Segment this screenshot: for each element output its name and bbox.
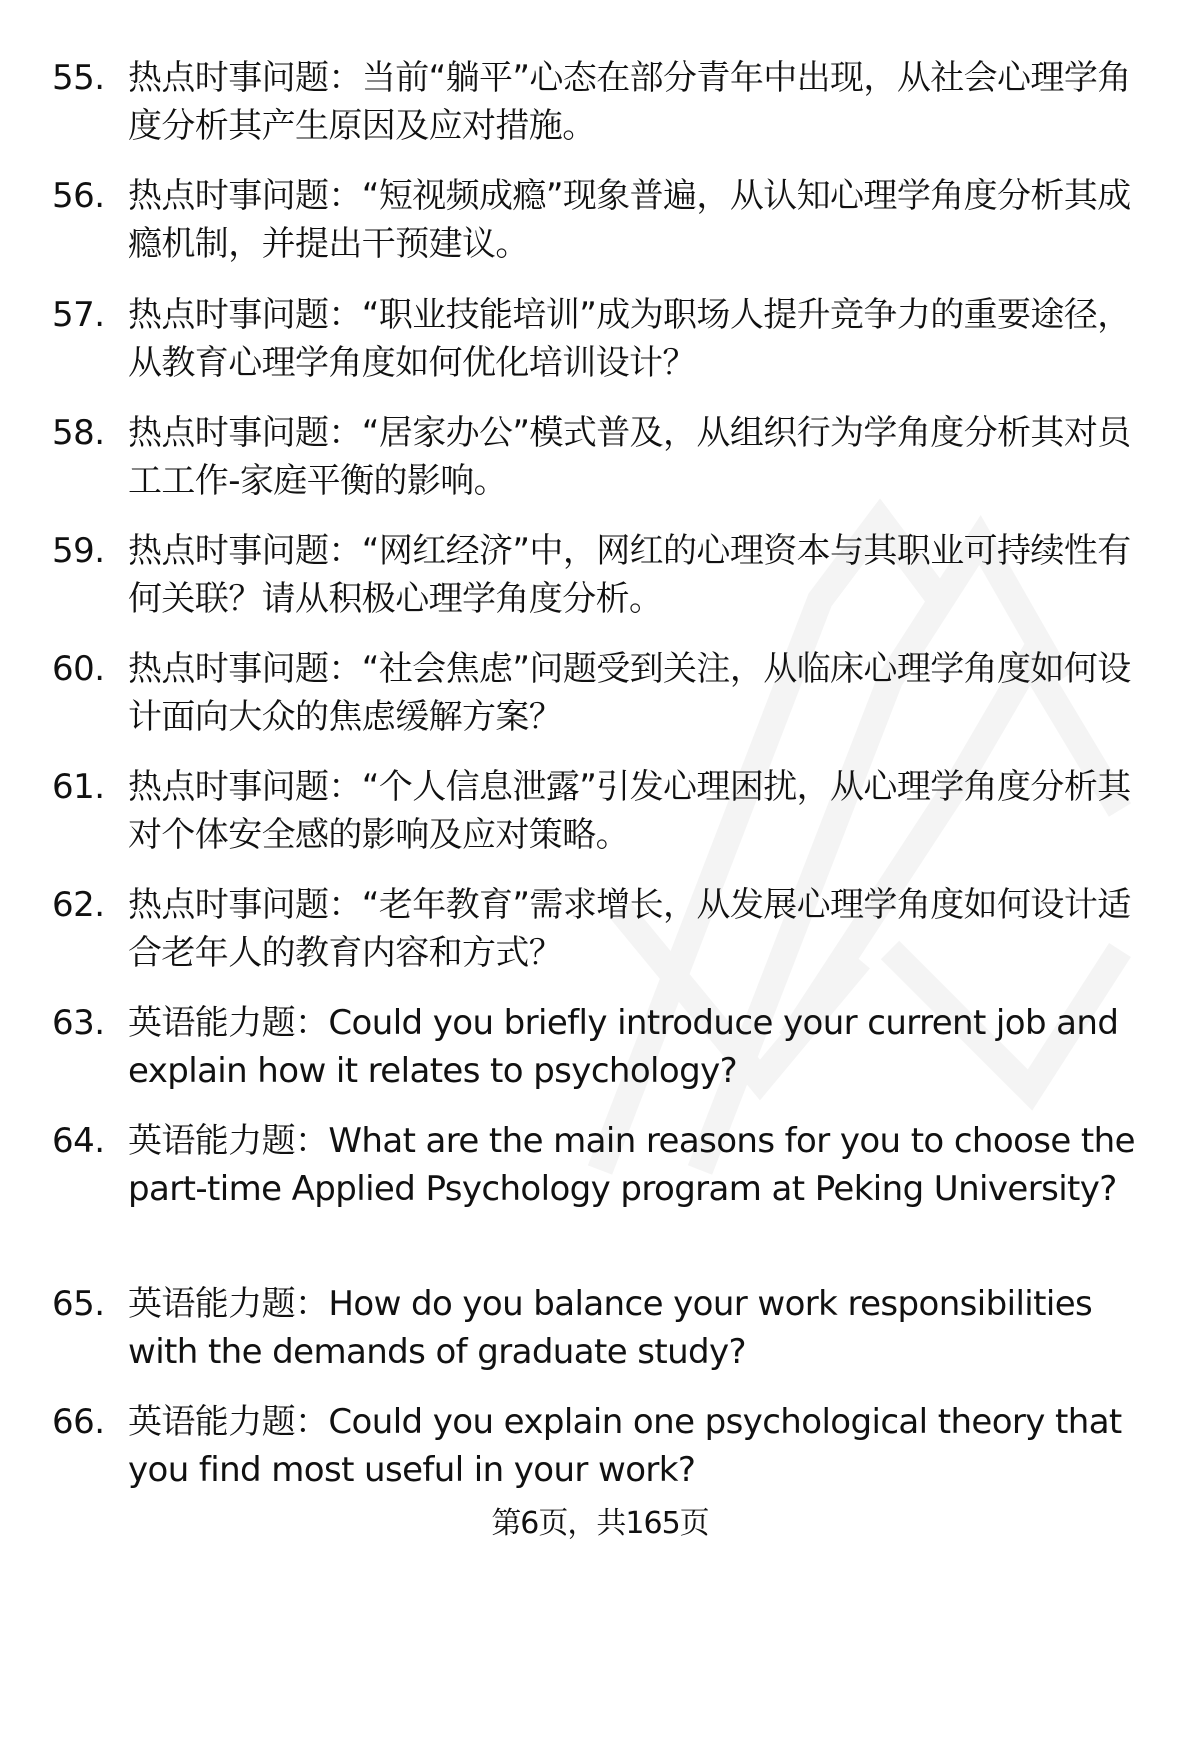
- question-number: 55.: [52, 58, 105, 98]
- question-item-64: [52, 1117, 1162, 1213]
- question-text: 英语能力题：How do you balance your work responsibilities with the demands of graduate study?: [128, 1284, 1093, 1372]
- question-number: 66.: [52, 1402, 105, 1442]
- question-text: 热点时事问题：“居家办公”模式普及，从组织行为学角度分析其对员工工作-家庭平衡的影响。: [128, 413, 1131, 501]
- question-item-66: [52, 1398, 1162, 1494]
- question-item-57: [52, 291, 1162, 387]
- question-item-59: [52, 527, 1162, 623]
- question-text: 英语能力题：What are the main reasons for you to choose the part-time Applied Psychology program at Peking University?: [128, 1121, 1135, 1209]
- question-item-63: [52, 999, 1162, 1095]
- question-text: 英语能力题：Could you explain one psychological theory that you find most useful in your work?: [128, 1402, 1122, 1490]
- question-number: 57.: [52, 295, 105, 335]
- question-text: 热点时事问题：“社会焦虑”问题受到关注，从临床心理学角度如何设计面向大众的焦虑缓解方案？: [128, 649, 1131, 737]
- question-number: 64.: [52, 1121, 105, 1161]
- page-footer: 第6页，共165页: [491, 1506, 709, 1541]
- question-number: 65.: [52, 1284, 105, 1324]
- question-item-56: [52, 172, 1162, 268]
- question-text: 热点时事问题：“个人信息泄露”引发心理困扰，从心理学角度分析其对个体安全感的影响及应对策略。: [128, 767, 1131, 855]
- question-item-61: [52, 763, 1162, 859]
- question-number: 63.: [52, 1003, 105, 1043]
- question-text: 热点时事问题：“网红经济”中，网红的心理资本与其职业可持续性有何关联？请从积极心理学角度分析。: [128, 531, 1131, 619]
- question-number: 59.: [52, 531, 105, 571]
- question-number: 56.: [52, 176, 105, 216]
- question-item-60: [52, 645, 1162, 741]
- question-text: 英语能力题：Could you briefly introduce your current job and explain how it relates to psychology?: [128, 1003, 1119, 1091]
- question-number: 58.: [52, 413, 105, 453]
- question-text: 热点时事问题：“职业技能培训”成为职场人提升竞争力的重要途径，从教育心理学角度如何优化培训设计？: [128, 295, 1131, 383]
- question-item-55: [52, 54, 1162, 150]
- question-item-62: [52, 881, 1162, 977]
- question-item-58: [52, 409, 1162, 505]
- question-number: 60.: [52, 649, 105, 689]
- question-text: 热点时事问题：“老年教育”需求增长，从发展心理学角度如何设计适合老年人的教育内容和方式？: [128, 885, 1131, 973]
- question-number: 61.: [52, 767, 105, 807]
- question-number: 62.: [52, 885, 105, 925]
- question-text: 热点时事问题：当前“躺平”心态在部分青年中出现，从社会心理学角度分析其产生原因及应对措施。: [128, 58, 1131, 146]
- question-item-65: [52, 1280, 1162, 1376]
- question-text: 热点时事问题：“短视频成瘾”现象普遍，从认知心理学角度分析其成瘾机制，并提出干预建议。: [128, 176, 1131, 264]
